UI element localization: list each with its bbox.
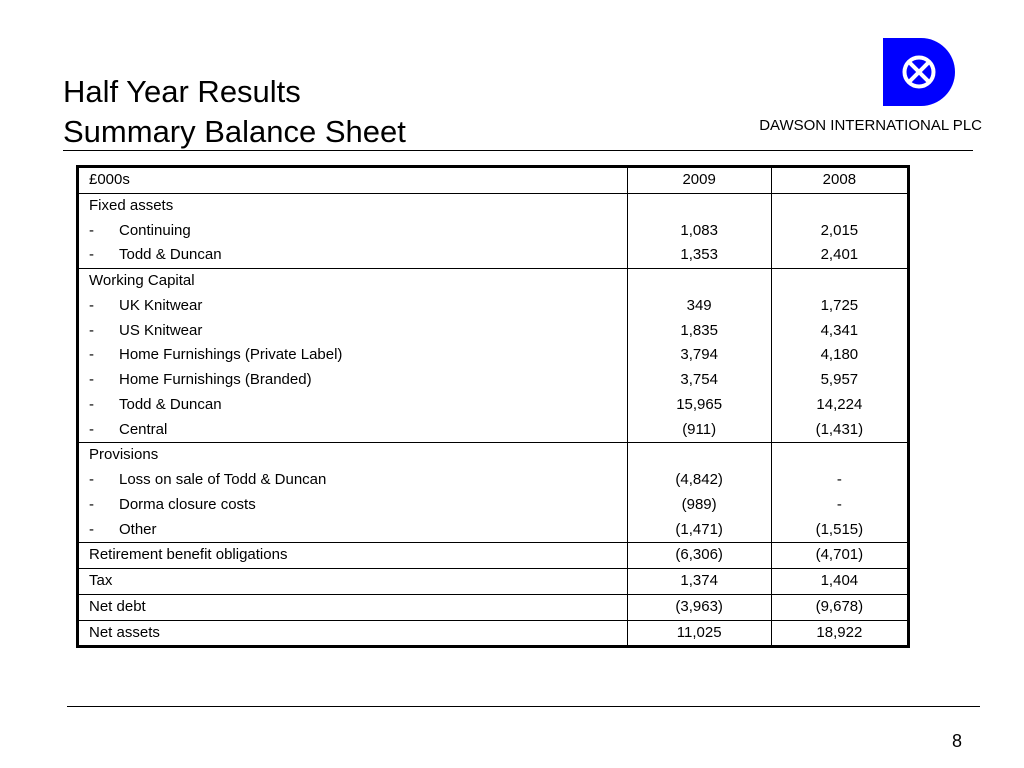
table-header-row [78,167,909,194]
value-2008: 5,957 [820,371,859,388]
table-row-label: Net debt [89,597,146,615]
header-2008: 2008 [822,171,857,188]
title-line-2: Summary Balance Sheet [63,114,406,149]
value-2008: 4,180 [820,346,859,364]
value-2009: 3,754 [680,371,718,388]
group-heading: Fixed assets [89,196,174,214]
title-line-1: Half Year Results [63,74,301,109]
value-2008: - [836,471,842,488]
table-row-label: - Other [89,520,157,538]
table-row-label: - Todd & Duncan [89,395,222,413]
fixed-assets-group [78,193,909,268]
value-2009: 1,353 [680,246,718,264]
net-debt-row [78,594,909,620]
value-2009: 11,025 [676,623,722,641]
value-2009: (911) [682,420,717,438]
value-2009: (4,842) [675,471,723,488]
table-row-label: Tax [89,572,113,589]
group-heading: Working Capital [89,272,195,289]
footer-divider [67,706,980,707]
value-2009: (6,306) [675,546,723,564]
value-2009: 1,835 [680,321,718,339]
value-2009: 15,965 [676,395,723,413]
table-row-label: - Dorma closure costs [89,495,256,513]
value-2009: (3,963) [675,597,723,615]
slide-title [63,72,406,152]
value-2008: 1,404 [820,572,859,589]
provisions-group [78,443,909,543]
value-2008: 1,725 [820,296,859,314]
value-2008: (9,678) [815,597,864,615]
tax-row [78,569,909,595]
header-label: £000s [89,171,130,188]
table-row-label: Retirement benefit obligations [89,546,288,564]
value-2009: (989) [681,495,717,513]
table-row-label: - Loss on sale of Todd & Duncan [89,471,327,488]
table-row-label: Net assets [89,623,160,641]
working-capital-group [78,269,909,443]
net-assets-row [78,620,909,647]
table-row-label: - US Knitwear [89,321,203,339]
value-2009: (1,471) [675,520,723,538]
value-2008: - [836,495,842,513]
table-row-label: - Todd & Duncan [89,246,222,264]
value-2008: (4,701) [815,546,864,564]
value-2009: 1,083 [680,221,718,239]
dawson-logo-icon [883,38,955,106]
balance-sheet-table [76,165,910,648]
retirement-row [78,543,909,569]
value-2009: 3,794 [680,346,718,364]
table-row-label: - Home Furnishings (Branded) [89,371,312,388]
table-row-label: - Home Furnishings (Private Label) [89,346,343,364]
value-2009: 349 [686,296,712,314]
value-2008: (1,431) [815,420,864,438]
value-2008: 14,224 [816,395,863,413]
company-name: DAWSON INTERNATIONAL PLC [759,117,982,134]
value-2008: 2,401 [820,246,859,264]
table-row-label: - UK Knitwear [89,296,203,314]
page-number: 8 [951,731,962,751]
value-2008: 4,341 [820,321,859,339]
table-row-label: - Central [89,420,168,438]
table-row-label: - Continuing [89,221,191,239]
value-2008: (1,515) [815,520,864,538]
header-divider [63,150,973,151]
value-2008: 2,015 [820,221,859,239]
group-heading: Provisions [89,446,159,464]
value-2008: 18,922 [816,623,863,641]
header-2009: 2009 [682,171,716,188]
value-2009: 1,374 [680,572,718,589]
